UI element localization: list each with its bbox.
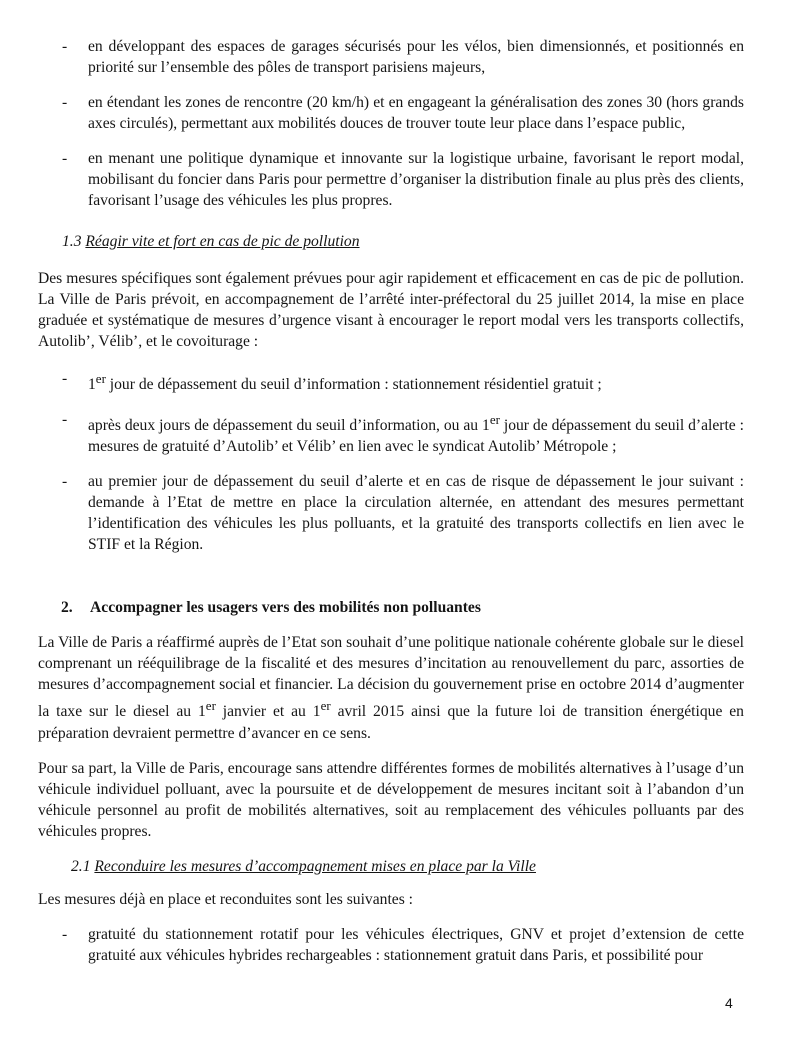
bullet-dash: - <box>62 150 68 167</box>
list-item-text: gratuité du stationnement rotatif pour les véhicules électriques, GNV et projet d’extension de cette gratuité aux véhicules hybrides rechargeables : stationnement gratuit dans Paris, et possibilité pour <box>88 925 744 964</box>
section-number: 2. <box>61 599 73 617</box>
document-page <box>38 36 744 966</box>
list-item <box>38 471 744 555</box>
superscript: er <box>95 371 106 386</box>
paragraph: Les mesures déjà en place et reconduites sont les suivantes : <box>38 890 413 908</box>
bullet-dash: - <box>62 411 68 429</box>
list-item <box>38 36 744 78</box>
subsection-heading-2-1 <box>38 856 744 877</box>
superscript: er <box>320 698 331 714</box>
bullet-dash: - <box>62 94 68 111</box>
list-item <box>38 409 744 457</box>
subsection-heading-1-3 <box>38 231 744 252</box>
list-item-text: 1er jour de dépassement du seuil d’information : stationnement résidentiel gratuit ; <box>88 371 602 394</box>
list-item <box>38 148 744 211</box>
paragraph: Pour sa part, la Ville de Paris, encourage sans attendre différentes formes de mobilités alternatives à l’usage d’un véhicule individuel polluant, avec la poursuite et de développement de mesures incitant soit à l’abandon d’un véhicule personnel au profit de mobilités alternatives, soit au remplacement des véhicules polluants par des véhicules propres. <box>38 759 744 840</box>
superscript: er <box>205 698 216 714</box>
list-item <box>38 924 744 966</box>
subsection-number: 1.3 <box>62 233 82 250</box>
page-number: 4 <box>725 995 733 1011</box>
subsection-number: 2.1 <box>71 857 91 875</box>
list-item-text: en étendant les zones de rencontre (20 km/h) et en engageant la généralisation des zones 30 (hors grands axes circulés), permettant aux mobilités douces de trouver toute leur place dans l’espace public, <box>88 94 744 132</box>
list-item-text: au premier jour de dépassement du seuil d’alerte et en cas de risque de dépassement le jour suivant : demande à l’Etat de mettre en place la circulation alternée, en attendant des mesures permettant l’identification des véhicules les plus polluants, et la gratuité des transports collectifs en lien avec le STIF et la Région. <box>88 473 744 554</box>
list-item <box>38 92 744 134</box>
paragraph: La Ville de Paris a réaffirmé auprès de l’Etat son souhait d’une politique nationale cohérente globale sur le diesel comprenant un rééquilibrage de la fiscalité et des mesures d’incitation au renouvellement du parc, assorties de mesures d’accompagnement social et financier. La décision du gouvernement prise en octobre 2014 d’augmenter la taxe sur le diesel au 1er janvier et au 1er avril 2015 ainsi que la future loi de transition énergétique en préparation devraient permettre d’avancer en ce sens. <box>38 634 744 742</box>
bullet-dash: - <box>62 38 68 55</box>
section-heading-2 <box>38 597 744 618</box>
bullet-dash: - <box>62 370 68 387</box>
subsection-title: Reconduire les mesures d’accompagnement mises en place par la Ville <box>94 857 536 875</box>
superscript: er <box>489 412 500 428</box>
bullet-dash: - <box>62 473 68 491</box>
list-item-text: après deux jours de dépassement du seuil d’information, ou au 1er jour de dépassement du seuil d’alerte : mesures de gratuité d’Autolib’ et Vélib’ en lien avec le syndicat Autolib’ Métropole ; <box>88 412 744 456</box>
list-item-text: en menant une politique dynamique et innovante sur la logistique urbaine, favorisant le report modal, mobilisant du foncier dans Paris pour permettre d’organiser la distribution finale au plus près des clients, favorisant l’usage des véhicules les plus propres. <box>88 150 744 209</box>
list-item <box>38 368 744 395</box>
section-title: Accompagner les usagers vers des mobilités non polluantes <box>90 599 481 617</box>
subsection-title: Réagir vite et fort en cas de pic de pollution <box>85 233 360 250</box>
bullet-dash: - <box>62 925 68 943</box>
list-item-text: en développant des espaces de garages sécurisés pour les vélos, bien dimensionnés, et positionnés en priorité sur l’ensemble des pôles de transport parisiens majeurs, <box>88 38 744 76</box>
paragraph: Des mesures spécifiques sont également prévues pour agir rapidement et efficacement en cas de pic de pollution. La Ville de Paris prévoit, en accompagnement de l’arrêté inter-préfectoral du 25 juillet 2014, la mise en place graduée et systématique de mesures d’urgence visant à encourager le report modal vers les transports collectifs, Autolib’, Vélib’, et le covoiturage : <box>38 270 744 350</box>
